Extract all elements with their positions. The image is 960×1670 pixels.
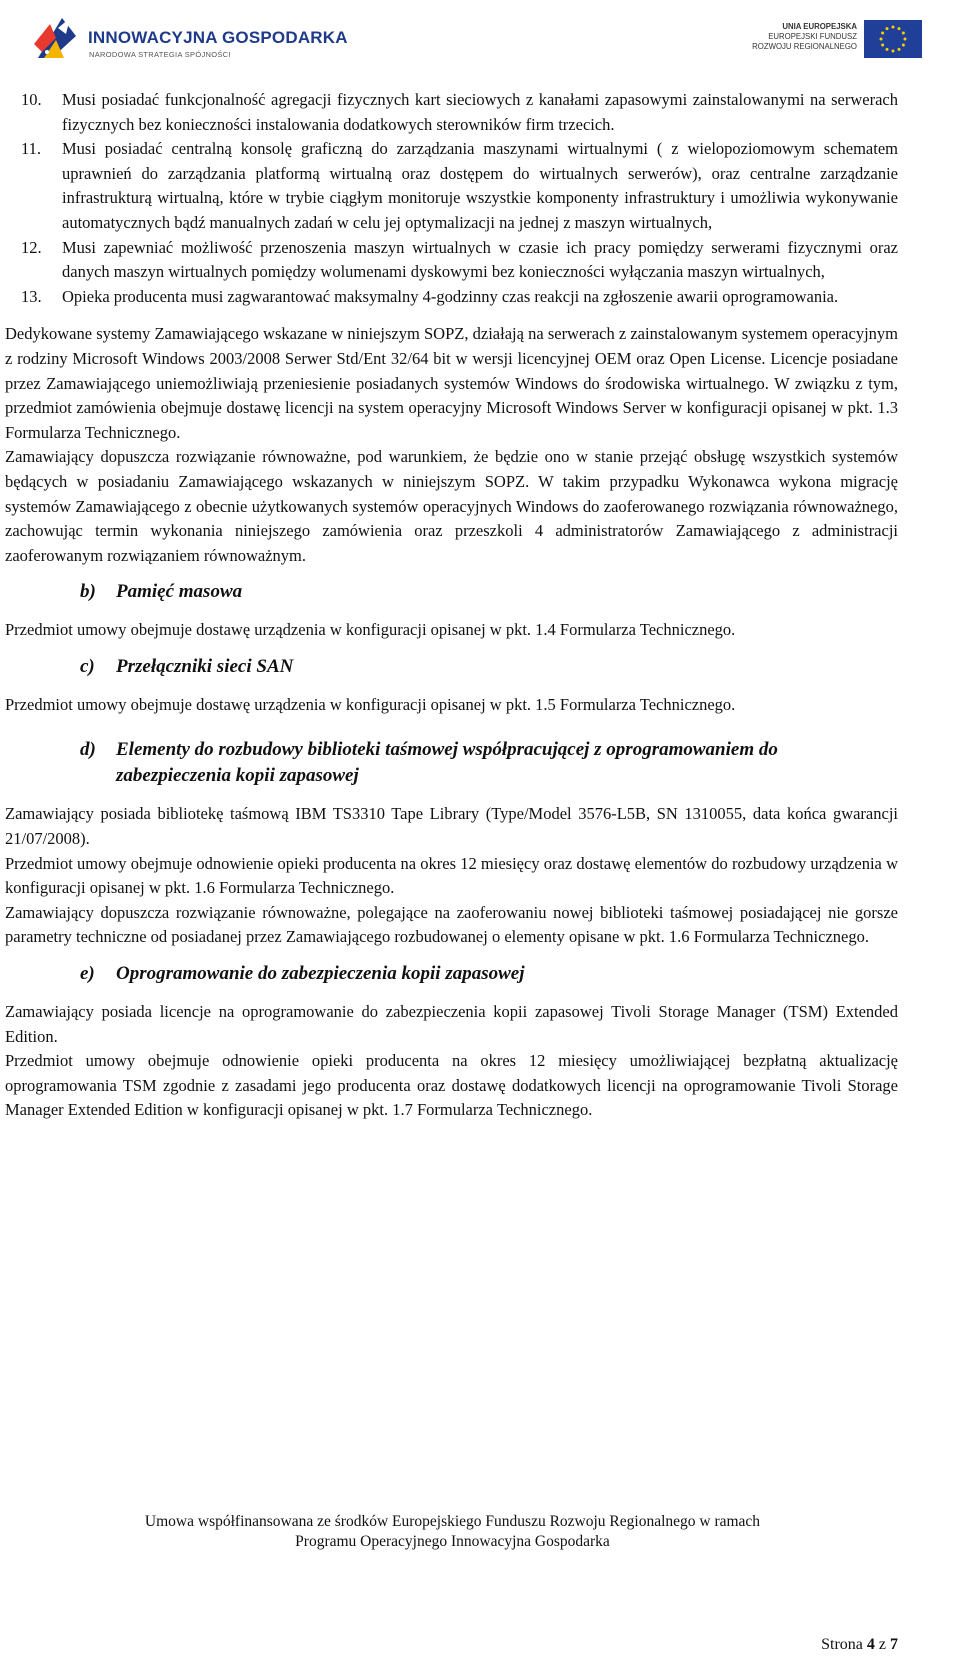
paragraph: Zamawiający dopuszcza rozwiązanie równoważne, polegające na zaoferowaniu nowej biblioteki taśmowej posiadającej nie gorsze parametry techniczne od posiadanej przez Zamawiającego rozbudowanej o elementy opisane w pkt. 1.6 Formularza Technicznego. (5, 902, 898, 947)
eu-star-icon (881, 32, 884, 35)
licensing-paragraphs (5, 322, 898, 568)
section-c-heading (5, 654, 898, 680)
paragraph: Dedykowane systemy Zamawiającego wskazane w niniejszym SOPZ, działają na serwerach z zainstalowanym systemem operacyjnym z rodziny Microsoft Windows 2003/2008 Serwer Std/Ent 32/64 bit w wersji licencyjnej OEM oraz Open License. Licencje posiadane przez Zamawiającego uniemożliwiają przeniesienie posiadanych systemów Windows do środowiska wirtualnego. W związku z tym, przedmiot zamówienia obejmuje dostawę licencji na system operacyjny Microsoft Windows Server w konfiguracji opisanej w pkt. 1.3 Formularza Technicznego. (5, 324, 898, 442)
section-b-title: Pamięć masowa (116, 581, 243, 603)
list-item-number: 10. (21, 90, 42, 109)
innowacyjna-gospodarka-logo (32, 14, 348, 64)
list-item-number: 12. (21, 237, 42, 257)
eu-star-icon (904, 38, 907, 41)
section-e-label: e) (80, 963, 95, 985)
paragraph: Przedmiot umowy obejmuje dostawę urządzenia w konfiguracji opisanej w pkt. 1.4 Formularza Technicznego. (5, 620, 736, 640)
section-b-body (5, 618, 898, 643)
list-item-number: 13. (21, 286, 42, 306)
section-b-label: b) (80, 581, 96, 603)
eu-star-icon (886, 27, 889, 30)
ig-logo-title: INNOWACYJNA GOSPODARKA (88, 28, 348, 47)
section-d-body (5, 802, 898, 950)
requirements-list (5, 88, 898, 309)
paragraph: Zamawiający posiada licencje na oprogramowanie do zabezpieczenia kopii zapasowej Tivoli Storage Manager (TSM) Extended Edition. (5, 1002, 898, 1046)
list-item (5, 137, 898, 235)
paragraph: Zamawiający dopuszcza rozwiązanie równoważne, pod warunkiem, że będzie ono w stanie przejąć obsługę wszystkich systemów będących w posiadaniu Zamawiającego wskazanych w niniejszym SOPZ. W takim przypadku Wykonawca wykona migrację systemów Zamawiającego z obecnie użytkowanych systemów operacyjnych Windows do zaoferowanego rozwiązania równoważnego, zachowując termin wykonania niniejszego zamówienia oraz przeszkoli 4 administratorów Zamawiającego z administracji zaoferowanym rozwiązaniem równoważnym. (5, 447, 898, 565)
paragraph: Przedmiot umowy obejmuje odnowienie opieki producenta na okres 12 miesięcy umożliwiającej bezpłatną aktualizację oprogramowania TSM zgodnie z zasadami jego producenta oraz dostawę dodatkowych licencji na oprogramowanie Tivoli Storage Manager Extended Edition w konfiguracji opisanej w pkt. 1.7 Formularza Technicznego. (5, 1051, 898, 1120)
eu-star-icon (881, 44, 884, 47)
page-number-prefix: Strona (821, 1636, 863, 1653)
eu-star-icon (898, 27, 901, 30)
eu-logo-line2: EUROPEJSKI FUNDUSZ (768, 32, 857, 41)
section-d-heading (5, 737, 898, 789)
page-header (0, 0, 960, 70)
paragraph: Przedmiot umowy obejmuje odnowienie opieki producenta na okres 12 miesięcy oraz dostawę elementów do rozbudowy urządzenia w konfiguracji opisanej w pkt. 1.6 Formularza Technicznego. (5, 853, 898, 898)
eu-star-icon (898, 48, 901, 51)
ig-logo-subtitle: NARODOWA STRATEGIA SPÓJNOŚCI (89, 50, 231, 59)
eu-flag-icon (864, 20, 922, 58)
section-e-title: Oprogramowanie do zabezpieczenia kopii zapasowej (116, 963, 525, 985)
footer-line1: Umowa współfinansowana ze środków Europejskiego Funduszu Rozwoju Regionalnego w ramach (144, 1513, 761, 1530)
footer-line2: Programu Operacyjnego Innowacyjna Gospodarka (295, 1533, 610, 1550)
section-c-title: Przełączniki sieci SAN (116, 655, 294, 677)
eu-star-icon (886, 48, 889, 51)
section-e-body (5, 1000, 898, 1123)
list-item (5, 285, 898, 310)
section-d-title: Elementy do rozbudowy biblioteki taśmowej współpracującej z oprogramowaniem do zabezpieczenia kopii zapasowej (116, 739, 778, 787)
list-item-text: Musi zapewniać możliwość przenoszenia maszyn wirtualnych w czasie ich pracy pomiędzy serwerami fizycznymi oraz danych maszyn wirtualnych pomiędzy wolumenami dyskowymi bez konieczności wyłączania maszyn wirtualnych, (62, 237, 898, 282)
eu-star-icon (902, 32, 905, 35)
paragraph: Przedmiot umowy obejmuje dostawę urządzenia w konfiguracji opisanej w pkt. 1.5 Formularza Technicznego. (5, 694, 736, 714)
eu-star-icon (902, 44, 905, 47)
eu-logo (752, 20, 922, 60)
eu-star-icon (892, 50, 895, 53)
section-c-body (5, 693, 898, 718)
list-item (5, 236, 898, 285)
eu-star-icon (892, 26, 895, 29)
list-item-number: 11. (21, 139, 42, 159)
section-b-heading (5, 579, 898, 605)
section-c-label: c) (80, 655, 95, 677)
eu-logo-text (752, 22, 857, 52)
section-d-label: d) (80, 739, 96, 761)
page-footer (0, 1512, 905, 1552)
page-number-current: 4 (866, 1636, 875, 1653)
list-item-text: Musi posiadać centralną konsolę graficzną do zarządzania maszynami wirtualnymi ( z wielopoziomowym schematem uprawnień do zarządzania platformą wirtualną oraz dostępem do wirtualnych serwerów), oraz centralne zarządzanie infrastrukturą wirtualną, które w trybie ciągłym monitoruje wszystkie komponenty infrastruktury i umożliwia wykonywanie automatycznych bądź manualnych zadań w celu jej optymalizacji na jednej z maszyn wirtualnych, (62, 139, 898, 232)
section-e-heading (5, 961, 898, 987)
eu-logo-line3: ROZWOJU REGIONALNEGO (752, 42, 857, 51)
paragraph: Zamawiający posiada bibliotekę taśmową IBM TS3310 Tape Library (Type/Model 3576-L5B, SN 1310055, data końca gwarancji 21/07/2008). (5, 804, 898, 849)
document-body (5, 88, 898, 1123)
ig-logo-mark-icon (32, 14, 82, 64)
eu-logo-line1: UNIA EUROPEJSKA (782, 22, 857, 31)
page-number-separator: z (878, 1636, 886, 1653)
list-item (5, 88, 898, 137)
page-number (821, 1636, 898, 1654)
eu-star-icon (880, 38, 883, 41)
list-item-text: Opieka producenta musi zagwarantować maksymalny 4-godzinny czas reakcji na zgłoszenie awarii oprogramowania. (62, 286, 839, 306)
page-number-total: 7 (890, 1636, 898, 1653)
list-item-text: Musi posiadać funkcjonalność agregacji fizycznych kart sieciowych z kanałami zapasowymi zainstalowanymi na serwerach fizycznych bez konieczności instalowania dodatkowych sterowników firm trzecich. (62, 90, 898, 134)
